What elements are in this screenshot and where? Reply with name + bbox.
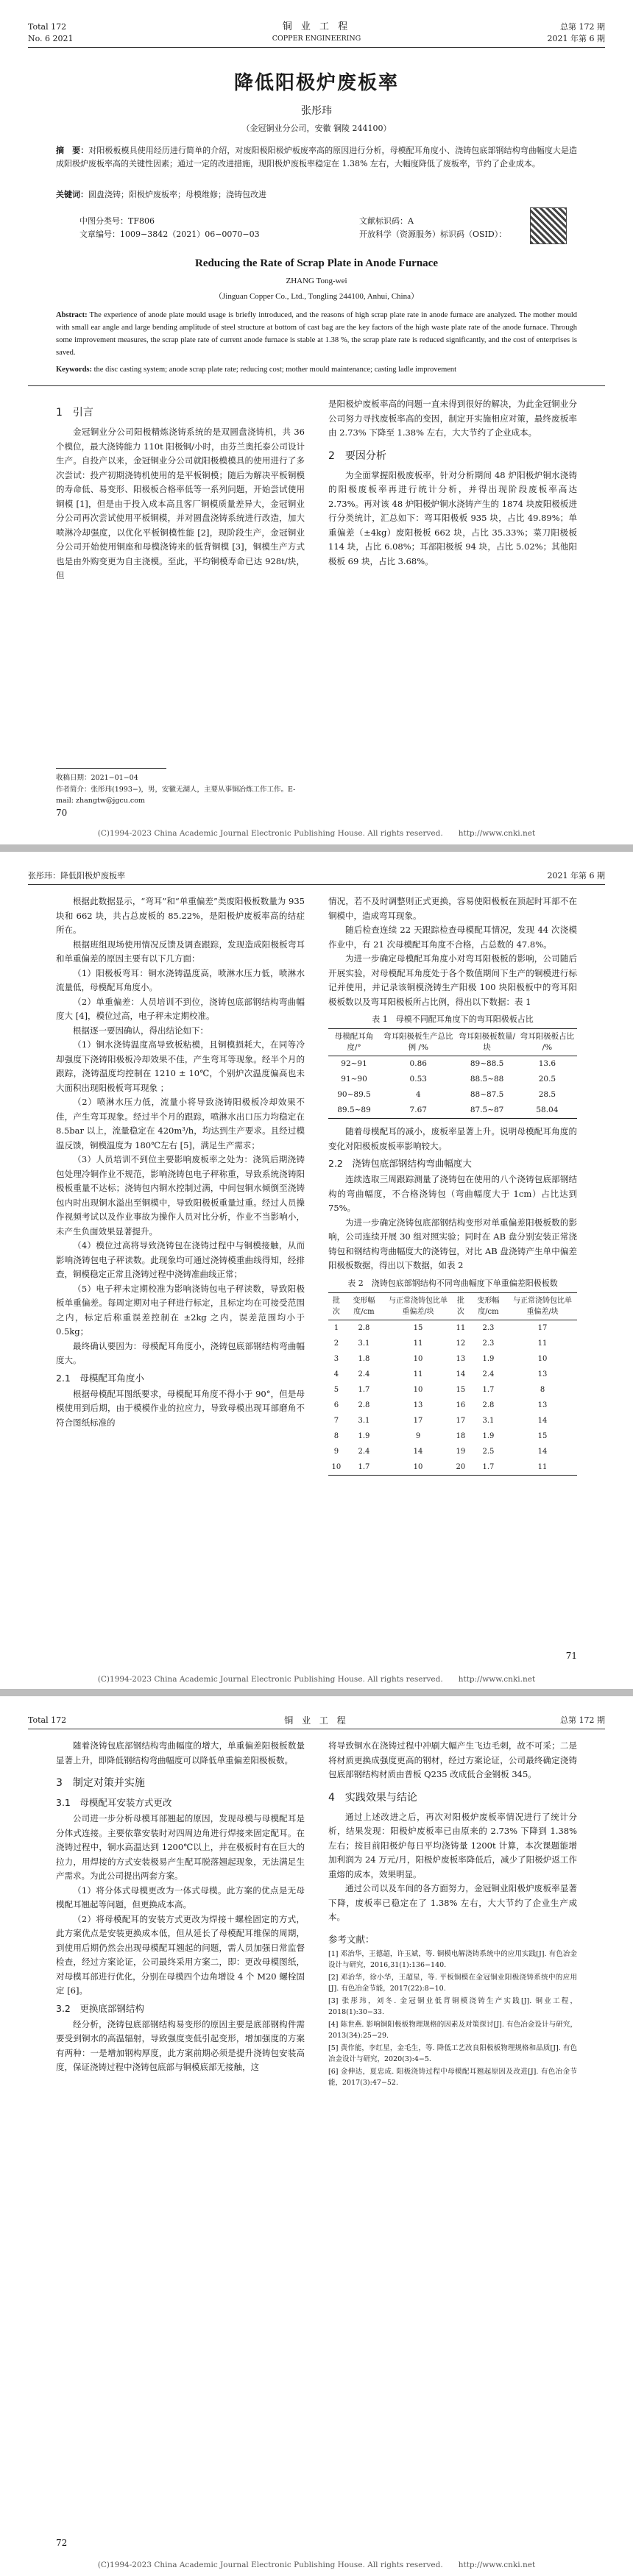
page-number: 72 bbox=[56, 2538, 68, 2548]
table-cell: 2.4 bbox=[482, 1370, 495, 1378]
table-row bbox=[328, 1367, 577, 1382]
table-cell: 10 bbox=[413, 1354, 423, 1363]
section-heading-analysis: 2 要因分析 bbox=[328, 449, 386, 462]
table-cell: 9 bbox=[415, 1431, 421, 1440]
table-row bbox=[328, 1072, 577, 1087]
table-cell: 1.9 bbox=[482, 1431, 495, 1440]
table-cell: 2.8 bbox=[482, 1401, 495, 1409]
abstract-text: 对阳极板模具使用经历进行简单的介绍，对废阳极阳极炉板废率高的原因进行分析，母模配耳角度小、浇铸包底部钢结构弯曲幅度大是造成阳极炉废板率高的关键性因素；通过一定的改进措施，现阳极炉废板率稳定在 1.38% 左右，大幅度降低了废板率，节约了企业成本。 bbox=[56, 146, 578, 168]
table-cell: 2.4 bbox=[358, 1370, 370, 1378]
table-cell: 90~89.5 bbox=[337, 1090, 371, 1099]
copyright-line: (C)1994-2023 China Academic Journal Electronic Publishing House. All rights reserved. http://www.cnki.net bbox=[97, 1675, 536, 1684]
table-cell: 1.9 bbox=[358, 1431, 370, 1440]
table-cell: 10 bbox=[328, 1459, 344, 1476]
table-cell: 17 bbox=[413, 1416, 423, 1425]
paragraph: 根据逐一要因确认，得出结论如下： bbox=[73, 1025, 208, 1036]
table-row bbox=[328, 1056, 577, 1072]
table-1 bbox=[328, 1028, 577, 1119]
table-header: 与正常浇铸包比单重偏差/块 bbox=[508, 1292, 577, 1320]
subsection-heading-2-2: 2.2 浇铸包底部钢结构弯曲幅度大 bbox=[328, 1158, 472, 1169]
article-title: 降低阳极炉废板率 bbox=[233, 72, 399, 94]
table-cell: 2.4 bbox=[358, 1447, 370, 1456]
table-cell: 11 bbox=[508, 1459, 577, 1476]
table-cell: 13 bbox=[413, 1401, 423, 1409]
table-cell: 88.5~88 bbox=[470, 1075, 504, 1084]
table-cell: 9 bbox=[333, 1447, 339, 1456]
paragraph: 连续选取三周跟踪测量了浇铸包在使用的八个浇铸包底部钢结构的弯曲幅度，不合格浇铸包（弯曲幅度大于 1cm）占比达到 75%。 bbox=[328, 1174, 577, 1213]
table-cell: 12 bbox=[456, 1339, 466, 1348]
table-header: 弯耳阳极板数量/块 bbox=[456, 1029, 517, 1056]
paragraph: 为进一步确定母模配耳角度小对弯耳阳极板的影响，公司随后开展实验，对母模配耳角度处于各个数值期间下生产的铜模进行标记并使用，并记录该铜模浇铸生产阳极 100 块阳极板中的弯耳阳极板数以及弯耳阳极板所占比例，得出以下数据：表 1 bbox=[328, 953, 577, 1007]
english-keywords-label: Keywords: bbox=[56, 366, 92, 374]
table-cell: 7 bbox=[333, 1416, 339, 1425]
table-row bbox=[328, 1459, 577, 1476]
paragraph: 随着母模配耳的减小，废板率显著上升。说明母模配耳角度的变化对阳极板废板率影响较大。 bbox=[328, 1126, 577, 1151]
column-left bbox=[56, 397, 305, 583]
table-cell: 87.5~87 bbox=[456, 1103, 517, 1119]
english-affiliation: （Jinguan Copper Co., Ltd., Tongling 244100, Anhui, China） bbox=[214, 292, 419, 301]
paragraph: （2）将母模配耳的安装方式更改为焊接＋螺栓固定的方式，此方案优点是安装更换成本低，但从延长了母模配耳维保的周期，到使用后期仍然会出现母模配耳翘起的问题，需人员加强日常监督检查，经过方案论证，公司最终采用方案二，即：更改母模图纸，对母模耳部进行优化，分别在母模四个边角增设 4 个 M20 螺栓固定 [6]。 bbox=[56, 1913, 305, 1996]
table-2-caption: 表 2 浇铸包底部钢结构不同弯曲幅度下单重偏差阳极板数 bbox=[347, 1278, 558, 1288]
paragraph: （1）将分体式母模更改为一体式母模。此方案的优点是无母模配耳翘起等问题，但更换成本高。 bbox=[56, 1885, 305, 1910]
table-row bbox=[328, 1103, 577, 1119]
clc-number: 中图分类号：TF806 bbox=[79, 216, 155, 226]
paragraph: 金冠铜业分公司阳极精炼浇铸系统的是双圆盘浇铸机，共 36 个模位，最大浇铸能力 110t 阳极铜/小时，由芬兰奥托泰公司设计生产。自投产以来，金冠铜业分公司就阳极模模具的使用进行了多次尝试：投产初期浇铸机使用的是平板铜模；随后为解决平板铜模的寿命低、易变形、阳极板合格率低等一系列问题，开始尝试使用铜模 [1]，但是由于投入成本高且客厂铜模质量差异大，金冠铜业分公司再次尝试使用平板铜模，并对圆盘浇铸系统进行改造，加大喷淋冷却强度，以优化平板铜模性能 [2]，现阶段生产，金冠铜业分公司开始使用铜座和母模浇铸来的低背铜模 [3]，铜模生产方式也是由外购变更为自主浇模。至此，平均铜模寿命已达 928t/块，但 bbox=[56, 427, 305, 580]
english-abstract-block bbox=[56, 309, 577, 359]
reference-item: [5] 黄作能，李红星，金毛生，等. 降低工艺改良阳极板物理规格和品质[J]. 有色冶金设计与研究，2020(3):4−5. bbox=[328, 2043, 577, 2063]
table-header: 变形幅度/cm bbox=[344, 1292, 383, 1320]
table-header: 母模配耳角度/° bbox=[328, 1029, 380, 1056]
section-heading-measures: 3 制定对策并实施 bbox=[56, 1777, 145, 1789]
table-cell: 3.1 bbox=[482, 1416, 495, 1425]
abstract-block bbox=[56, 144, 577, 171]
abstract-label: 摘 要： bbox=[56, 146, 89, 155]
paragraph: 根据此数据显示，“弯耳”和“单重偏差”类废阳极板数量为 935 块和 662 块，共占总废板的 85.22%，是阳极炉废板率高的结症所在。 bbox=[56, 896, 305, 935]
paragraph: 最终确认要因为：母模配耳角度小，浇铸包底部钢结构弯曲幅度大。 bbox=[56, 1340, 305, 1365]
table-cell: 16 bbox=[456, 1401, 466, 1409]
table-cell: 13 bbox=[456, 1354, 466, 1363]
table-cell: 1.7 bbox=[344, 1459, 383, 1476]
table-cell: 8 bbox=[333, 1431, 339, 1440]
table-cell: 13.6 bbox=[538, 1059, 556, 1068]
paragraph: （1）铜水浇铸温度高导致板粘模，且铜模损耗大，在同等冷却强度下浇铸阳极板冷却效果不佳，产生弯耳等现象。经半个月的跟踪，浇铸温度均控制在 1210 ± 10℃，个别炉次温度偏高也未大面积出现阳极板弯耳现象 ； bbox=[56, 1039, 305, 1093]
table-cell: 11 bbox=[413, 1339, 423, 1348]
table-cell: 13 bbox=[537, 1401, 548, 1409]
table-cell: 2.3 bbox=[482, 1323, 495, 1332]
table-cell: 0.53 bbox=[409, 1075, 427, 1084]
article-number: 文章编号：1009−3842（2021）06−0070−03 bbox=[79, 230, 260, 239]
table-cell: 10 bbox=[383, 1459, 453, 1476]
table-row bbox=[328, 1087, 577, 1103]
paragraph: 随着浇铸包底部钢结构弯曲幅度的增大，单重偏差阳极板数量显著上升，即降低钢结构弯曲幅度可以降低单重偏差阳极板数。 bbox=[56, 1740, 305, 1765]
keywords-text: 圆盘浇铸；阳极炉废板率；母模维修；浇铸包改进 bbox=[88, 190, 266, 199]
table-cell: 7.67 bbox=[380, 1103, 456, 1119]
keywords-label: 关键词： bbox=[56, 190, 88, 199]
copyright-line: (C)1994-2023 China Academic Journal Electronic Publishing House. All rights reserved. http://www.cnki.net bbox=[97, 2561, 536, 2569]
reference-item: [3] 张彤玮，刘冬. 金冠铜业低背铜模浇铸生产实践[J]. 铜业工程，2018(1):30−33. bbox=[328, 1996, 577, 2016]
table-row bbox=[328, 1428, 577, 1444]
table-cell: 17 bbox=[456, 1416, 466, 1425]
paragraph: （4）模位过高将导致浇铸包在浇铸过程中与铜模接触，从而影响浇铸包电子秤读数。此现象均可通过浇铸模重曲线得知，经排查，铜模稳定正常且浇铸过程中浇铸准曲线正常； bbox=[56, 1240, 305, 1279]
table-row bbox=[328, 1413, 577, 1428]
table-cell: 3.1 bbox=[358, 1339, 370, 1348]
table-cell: 1.7 bbox=[482, 1385, 495, 1394]
column-left bbox=[56, 894, 305, 1430]
table-header: 弯耳阳极板占比 /% bbox=[517, 1029, 577, 1056]
keywords-block bbox=[56, 188, 577, 202]
reference-list bbox=[328, 1949, 577, 2088]
table-cell: 6 bbox=[333, 1401, 339, 1409]
journal-name: 铜 业 工 程 bbox=[284, 1715, 349, 1726]
table-cell: 10 bbox=[537, 1354, 548, 1363]
paragraph: 为进一步确定浇铸包底部钢结构变形对单重偏差阳极板数的影响，公司连续开展 30 组对照实验；同时在 AB 盘分别安装正常浇铸包和钢结构弯曲幅度大的浇铸包，对比 AB 盘浇铸产生单中偏差阳极板数据，得出以下数据，如表 2 bbox=[328, 1217, 577, 1270]
table-cell: 14 bbox=[456, 1370, 466, 1378]
section-heading-intro: 1 引言 bbox=[56, 407, 93, 419]
author-name: 张彤玮 bbox=[301, 105, 332, 117]
table-row bbox=[328, 1444, 577, 1459]
column-right bbox=[328, 1739, 577, 2090]
table-cell: 20.5 bbox=[538, 1075, 556, 1084]
table-cell: 0.86 bbox=[409, 1059, 427, 1068]
page-number: 71 bbox=[565, 1651, 577, 1661]
paragraph: 通过公司以及车间的各方面努力，金冠铜业阳极炉废板率显著下降，废板率已稳定在了 1.38% 左右，大大节约了企业生产成本。 bbox=[328, 1883, 577, 1922]
table-cell: 2.8 bbox=[358, 1401, 370, 1409]
reference-item: [4] 陈世燕. 影响铜阳极板物理规格的因素及对策探讨[J]. 有色冶金设计与研究，2013(34):25−29. bbox=[328, 2020, 577, 2040]
table-row bbox=[328, 1398, 577, 1413]
table-cell: 1 bbox=[333, 1323, 339, 1332]
running-title: 张彤玮：降低阳极炉废板率 bbox=[28, 871, 125, 880]
english-keywords-block bbox=[56, 363, 577, 376]
table-cell: 2.3 bbox=[482, 1339, 495, 1348]
table-cell: 1.8 bbox=[358, 1354, 370, 1363]
reference-item: [2] 邓治华，徐小华，王超星，等. 平板铜模在金冠铜业阳极浇铸系统中的应用[J]. 有色冶金节能，2017(22):8−10. bbox=[328, 1973, 577, 1993]
paragraph: 公司进一步分析母模耳部翘起的原因，发现母模与母模配耳是分体式连接。主要依靠安装时对四周边角进行焊接来固定配耳。在浇铸过程中，铜水高温达到 1200℃以上，并在极板时有在巨大的拉力，用焊接的方式安装极易产生配耳脱落翘起现象，无法满足生产需求。为此公司提出两套方案。 bbox=[56, 1813, 305, 1881]
column-right bbox=[328, 894, 577, 1481]
table-cell: 8 bbox=[540, 1385, 545, 1394]
qr-code bbox=[530, 207, 567, 244]
table-cell: 15 bbox=[413, 1323, 423, 1332]
english-title: Reducing the Rate of Scrap Plate in Anode Furnace bbox=[195, 257, 438, 269]
table-cell: 15 bbox=[456, 1385, 466, 1394]
table-cell: 11 bbox=[537, 1339, 548, 1348]
footnote-author-bio: 作者简介：张彤玮(1993−)，男，安徽无湖人，主要从事铜冶炼工作工作。E-mail: zhangtw@jgcu.com bbox=[56, 786, 296, 805]
table-cell: 11 bbox=[413, 1370, 423, 1378]
references-heading: 参考文献： bbox=[328, 1933, 375, 1945]
header-total: Total 172 bbox=[28, 1715, 67, 1725]
table-cell: 4 bbox=[415, 1090, 421, 1099]
paragraph: （1）阳极板弯耳：铜水浇铸温度高，喷淋水压力低，喷淋水流量低，母模配耳角度小。 bbox=[56, 967, 305, 992]
table-cell: 1.7 bbox=[358, 1385, 370, 1394]
subsection-heading-3-1: 3.1 母模配耳安装方式更改 bbox=[56, 1797, 172, 1808]
table-cell: 1.7 bbox=[469, 1459, 508, 1476]
english-abstract-label: Abstract: bbox=[56, 311, 88, 319]
table-header: 与正常浇铸包比单重偏差/块 bbox=[383, 1292, 453, 1320]
table-cell: 1.9 bbox=[482, 1354, 495, 1363]
table-1-caption: 表 1 母模不同配耳角度下的弯耳阳极板占比 bbox=[372, 1014, 534, 1024]
header-year-issue: 2021 年第 6 期 bbox=[547, 871, 605, 880]
table-header: 弯耳阳极板生产总比例 /% bbox=[380, 1029, 456, 1056]
journal-page-1 bbox=[0, 0, 633, 844]
page-number: 70 bbox=[56, 808, 68, 818]
table-cell: 10 bbox=[413, 1385, 423, 1394]
journal-page-3 bbox=[0, 1696, 633, 2576]
journal-name: 铜 业 工 程 bbox=[282, 21, 351, 32]
header-total: Total 172 bbox=[28, 22, 67, 32]
table-cell: 5 bbox=[333, 1385, 339, 1394]
paragraph: 是阳极炉废板率高的问题一直未得到很好的解决，为此金冠铜业分公司努力寻找废板率高的变因，制定开实施相应对策，最终废板率由 2.73% 下降至 1.38% 左右，大大节约了企业成本。 bbox=[328, 399, 577, 438]
english-author: ZHANG Tong-wei bbox=[286, 277, 347, 285]
table-header: 变形幅度/cm bbox=[469, 1292, 508, 1320]
table-cell: 18 bbox=[456, 1431, 466, 1440]
paragraph: 为全面掌握阳极废板率，针对分析期间 48 炉阳极炉铜水浇铸的阳极废板率再进行统计分析，并得出现阶段废板率高达 2.73%。再对该 48 炉阳极炉铜水浇铸产生的 1874 块废阳极板进行分类统计，汇总如下：弯耳阳极板 935 块，占比 49.89%；单重偏差（±4kg）废阳极板 662 块，占比 35.33%；菜刀阳极板 114 块，占比 6.08%；耳部阳极板 94 块，占比 5.02%；其他阳极板 69 块，占比 3.68%。 bbox=[328, 469, 577, 566]
paragraph: 随后检查连续 22 天跟踪检查母模配耳情况，发现 44 次浇模作业中，有 21 次母模配耳角度不合格，占总数的 47.8%。 bbox=[328, 925, 577, 950]
paragraph: 将导致铜水在浇铸过程中冲刷大幅产生飞边毛刺，故不可采；二是将材质更换成强度更高的钢材，经过方案论证，公司最终确定浇铸包底部钢结构材质由普板 Q235 改成低合金钢板 345。 bbox=[328, 1740, 577, 1779]
header-number: No. 6 2021 bbox=[28, 34, 74, 43]
journal-page-2 bbox=[0, 852, 633, 1689]
header-issue-total: 总第 172 期 bbox=[560, 1715, 605, 1725]
subsection-heading-3-2: 3.2 更换底部钢结构 bbox=[56, 2002, 144, 2014]
table-cell: 3 bbox=[333, 1354, 339, 1363]
table-cell: 13 bbox=[537, 1370, 548, 1378]
paragraph: （2）喷淋水压力低，流量小将导致浇铸阳极板冷却效果不佳，产生弯耳现象。经过半个月的跟踪，喷淋水出口压力均稳定在 8.5bar 以上，流量稳定在 420m³/h，均达到生产要求。且经过模温反馈，铜模温度为 180℃左右 [5]，满足生产需求； bbox=[56, 1097, 305, 1150]
document-code: 文献标识码：A bbox=[359, 216, 414, 226]
table-cell: 11 bbox=[456, 1323, 466, 1332]
table-cell: 14 bbox=[537, 1447, 548, 1456]
table-cell: 88~87.5 bbox=[470, 1090, 504, 1099]
table-cell: 14 bbox=[413, 1447, 423, 1456]
paragraph: 通过上述改进之后，再次对阳极炉废板率情况进行了统计分析，结果发现：阳极炉废板率已由原来的 2.73% 下降到 1.38% 左右；按目前阳极炉每日平均浇铸量 1200t 计算，本次课题能增加利润为 24 万元/月，阳极炉废板率降低后，减少了阳极炉返工作重熔的成本，效果明显。 bbox=[328, 1811, 577, 1879]
table-row bbox=[328, 1320, 577, 1336]
paragraph: （5）电子秤未定期校准为影响浇铸包电子秤读数，导致阳极板单重偏差。每周定期对电子秤进行标定，且标定均在可接受范围之内，标定后称重误差控制在 ±2kg 之内，误差范围均小于 0.5kg； bbox=[56, 1283, 305, 1337]
footnote-received: 收稿日期：2021−01−04 bbox=[56, 774, 138, 782]
author-affiliation: （金冠铜业分公司，安徽 铜陵 244100） bbox=[241, 124, 392, 133]
paragraph: 情况，若不及时调整则正式更换，容易使阳极板在顶起时耳部不在铜模中，造成弯耳现象。 bbox=[328, 896, 577, 921]
table-row bbox=[328, 1351, 577, 1367]
table-cell: 15 bbox=[537, 1431, 548, 1440]
osid-label: 开放科学（资源服务）标识码（OSID）： bbox=[359, 230, 507, 239]
table-2 bbox=[328, 1292, 577, 1476]
table-cell: 28.5 bbox=[538, 1090, 556, 1099]
english-abstract-text: The experience of anode plate mould usage is briefly introduced, and the reasons of high scrap plate rate in anode furnace are analyzed. The mother mould with small ear angle and large bending amplitude of steel structure at bottom of cast bag are the key factors of the high waste plate rate of the anode furnace. Through some improvement measures, the scrap plate rate of current anode furnace is stable at 1.38 %, the scrap plate rate is reduced significantly, and the cost of enterprises is saved. bbox=[56, 311, 578, 357]
table-cell: 2.5 bbox=[482, 1447, 495, 1456]
table-cell: 3.1 bbox=[358, 1416, 370, 1425]
table-cell: 89~88.5 bbox=[470, 1059, 504, 1068]
table-row bbox=[328, 1382, 577, 1398]
reference-item: [6] 金伸达，夏忠成. 阳极浇铸过程中母模配耳翘起原因及改进[J]. 有色冶金节能，2017(3):47−52. bbox=[328, 2067, 577, 2087]
table-cell: 19 bbox=[456, 1447, 466, 1456]
column-left bbox=[56, 1739, 305, 2075]
journal-name-en: COPPER ENGINEERING bbox=[272, 35, 361, 43]
table-cell: 14 bbox=[537, 1416, 548, 1425]
paragraph: 根据班组现场使用情况反馈及调查跟踪，发现造成阳极板弯耳和单重偏差的原因主要有以下几方面： bbox=[56, 939, 305, 964]
english-keywords-text: the disc casting system; anode scrap plate rate; reducing cost; mother mould maintenance; casting ladle improvement bbox=[93, 366, 457, 374]
paragraph: （2）单重偏差：人员培训不到位，浇铸包底部钢结构弯曲幅度大 [4]，模位过高，电子秤未定期校准。 bbox=[56, 996, 305, 1021]
reference-item: [1] 邓治华，王德超，许玉斌，等. 铜模电解浇铸系统中的应用实践[J]. 有色冶金设计与研究，2016,31(1):136−140. bbox=[328, 1949, 577, 1969]
table-cell: 91~90 bbox=[341, 1075, 367, 1084]
table-row bbox=[328, 1336, 577, 1351]
table-cell: 17 bbox=[537, 1323, 548, 1332]
table-cell: 58.04 bbox=[517, 1103, 577, 1119]
header-year-issue: 2021 年第 6 期 bbox=[547, 34, 605, 43]
copyright-line: (C)1994-2023 China Academic Journal Electronic Publishing House. All rights reserved. http://www.cnki.net bbox=[97, 829, 536, 838]
table-cell: 92~91 bbox=[341, 1059, 367, 1068]
table-header: 批次 bbox=[328, 1292, 344, 1320]
paragraph: 根据母模配耳图纸要求，母模配耳角度不得小于 90°，但是母模使用到后期，由于模模作业的拉应力，导致母模出现耳部磨角不符合图纸标准的 bbox=[56, 1388, 305, 1428]
header-issue-total: 总第 172 期 bbox=[560, 22, 605, 32]
section-heading-results: 4 实践效果与结论 bbox=[328, 1791, 417, 1804]
table-cell: 20 bbox=[453, 1459, 469, 1476]
table-cell: 2 bbox=[333, 1339, 339, 1348]
table-cell: 2.8 bbox=[358, 1323, 370, 1332]
table-cell: 89.5~89 bbox=[328, 1103, 380, 1119]
column-right bbox=[328, 397, 577, 569]
subsection-heading-2-1: 2.1 母模配耳角度小 bbox=[56, 1372, 144, 1384]
table-header: 批次 bbox=[453, 1292, 469, 1320]
table-cell: 4 bbox=[333, 1370, 339, 1378]
paragraph: 经分析，浇铸包底部钢结构易变形的原因主要是底部钢构件需要受到铜水的高温辐射，导致强度变低引起变形，增加强度的方案有两种：一是增加钢构厚度，此方案前期必须是提升浇铸包安装高度，保证浇铸过程中浇铸包底部与铜模底部无接触，这 bbox=[56, 2018, 305, 2072]
paragraph: （3）人员培训不到位主要影响废板率之处为：浇筑后期浇铸包处理冷铜作业不规范，影响浇铸包电子秤称重，导致系统浇铸阳极板重量不达标；浇铸包内铜水控制过满，中间包铜水倾倒至浇铸包内时出现铜水溢出至铜模中，导致阳极板重量过重。经过人员操作视频考试以及作业事故为操作人员对比分析，作业不当影响小，未产生负面效果显著提升。 bbox=[56, 1154, 305, 1237]
